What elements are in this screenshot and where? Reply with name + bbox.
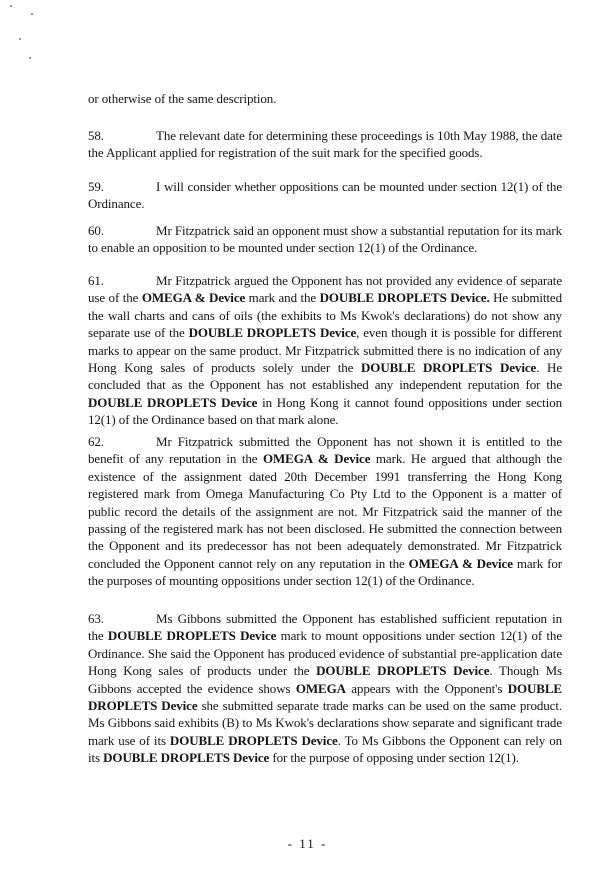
mark-name: OMEGA & Device bbox=[408, 555, 513, 571]
mark-name: DOUBLE DROPLETS Device bbox=[88, 394, 258, 410]
mark-name: DOUBLE DROPLETS Device bbox=[316, 663, 490, 679]
paragraph-text: I will consider whether oppositions can be mounted under section 12(1) of the Ordinance. bbox=[88, 179, 562, 212]
paragraph-61 bbox=[88, 272, 562, 429]
text-segment: mark to mount oppositions under section 12(1) of the Ordinance. She said the Opponent has produced evidence of substantial pre-application date Hong Kong sales of products under the bbox=[88, 628, 562, 679]
text-segment: . Though Ms Gibbons accepted the evidence shows bbox=[88, 663, 563, 696]
scan-speck bbox=[19, 38, 21, 40]
mark-name: DOUBLE DROPLETS Device bbox=[103, 750, 270, 766]
mark-name: OMEGA & Device bbox=[141, 290, 246, 306]
continuation-text: or otherwise of the same description. bbox=[88, 91, 277, 106]
scan-speck bbox=[10, 5, 12, 7]
text-segment: appears with the Opponent's bbox=[345, 680, 508, 696]
mark-name: DOUBLE DROPLETS Device bbox=[107, 628, 277, 644]
text-segment: mark. He argued that although the existence of the assignment dated 20th December 1991 transferring the Hong Kong registered mark from Omega Manufacturing Co Pty Ltd to the Opponent is a matter of public record the details of the assignment are not. Mr Fitzpatrick said the manner of the passing of the registered mark has not been disclosed. He submitted the connection between the Opponent and its predecessor has not been adequately demonstrated. Mr Fitzpatrick concluded the Opponent cannot rely on any reputation in the bbox=[88, 451, 562, 571]
mark-name: DOUBLE DROPLETS Device bbox=[169, 732, 338, 748]
text-segment: Ms Gibbons submitted the Opponent has established sufficient reputation in the bbox=[88, 611, 562, 644]
paragraph-60 bbox=[88, 222, 562, 257]
mark-name: DOUBLE DROPLETS Device bbox=[361, 360, 537, 376]
scan-speck bbox=[31, 13, 33, 15]
text-segment: . He concluded that as the Opponent has not established any independent reputation for the bbox=[88, 360, 562, 393]
text-segment: mark for the purposes of mounting oppositions under section 12(1) of the Ordinance. bbox=[88, 555, 563, 589]
mark-name: DOUBLE DROPLETS Device. bbox=[319, 290, 490, 306]
text-segment: for the purpose of opposing under section 12(1). bbox=[269, 750, 519, 766]
mark-name: DOUBLE DROPLETS Device bbox=[188, 325, 357, 341]
mark-name: DOUBLE DROPLETS Device bbox=[88, 680, 562, 714]
paragraph-number: 58. bbox=[88, 128, 104, 143]
text-segment: He submitted the wall charts and cans of oils (the exhibits to Ms Kwok's declarations) do not show any separate use of the bbox=[88, 290, 562, 341]
paragraph-text: The relevant date for determining these proceedings is 10th May 1988, the date the Applicant applied for registration of the suit mark for the specified goods. bbox=[88, 128, 562, 161]
text-segment: mark and the bbox=[245, 290, 320, 306]
text-segment: Mr Fitzpatrick submitted the Opponent has not shown it is entitled to the benefit of any reputation in the bbox=[88, 434, 562, 467]
text-segment: . To Ms Gibbons the Opponent can rely on its bbox=[88, 732, 562, 766]
mark-name: OMEGA & Device bbox=[263, 451, 371, 467]
paragraph-63 bbox=[88, 610, 562, 767]
paragraph-text: Mr Fitzpatrick said an opponent must show a substantial reputation for its mark to enable an opposition to be mounted under section 12(1) of the Ordinance. bbox=[88, 223, 562, 256]
paragraph-number: 63. bbox=[88, 611, 104, 626]
page-number: - 11 - bbox=[287, 836, 328, 851]
mark-name: OMEGA bbox=[295, 680, 346, 696]
text-segment: Mr Fitzpatrick argued the Opponent has not provided any evidence of separate use of the bbox=[88, 273, 562, 306]
paragraph-number: 60. bbox=[88, 223, 104, 238]
paragraph-58 bbox=[88, 127, 562, 162]
paragraph-62 bbox=[88, 433, 562, 590]
paragraph-number: 62. bbox=[88, 434, 104, 449]
paragraph-59 bbox=[88, 178, 562, 213]
paragraph-number: 61. bbox=[88, 273, 104, 288]
paragraph-number: 59. bbox=[88, 179, 104, 194]
text-segment: , even though it is possible for different marks to appear on the same product. Mr Fitzpatrick submitted there is no indication of any Hong Kong sales of products solely under the bbox=[88, 325, 562, 376]
text-segment: she submitted separate trade marks can be used on the same product. Ms Gibbons said exhibits (B) to Ms Kwok's declarations show separate and significant trade mark use of its bbox=[88, 698, 562, 748]
scan-speck bbox=[29, 57, 31, 59]
text-segment: in Hong Kong it cannot found oppositions under section 12(1) of the Ordinance based on that mark alone. bbox=[88, 394, 563, 428]
